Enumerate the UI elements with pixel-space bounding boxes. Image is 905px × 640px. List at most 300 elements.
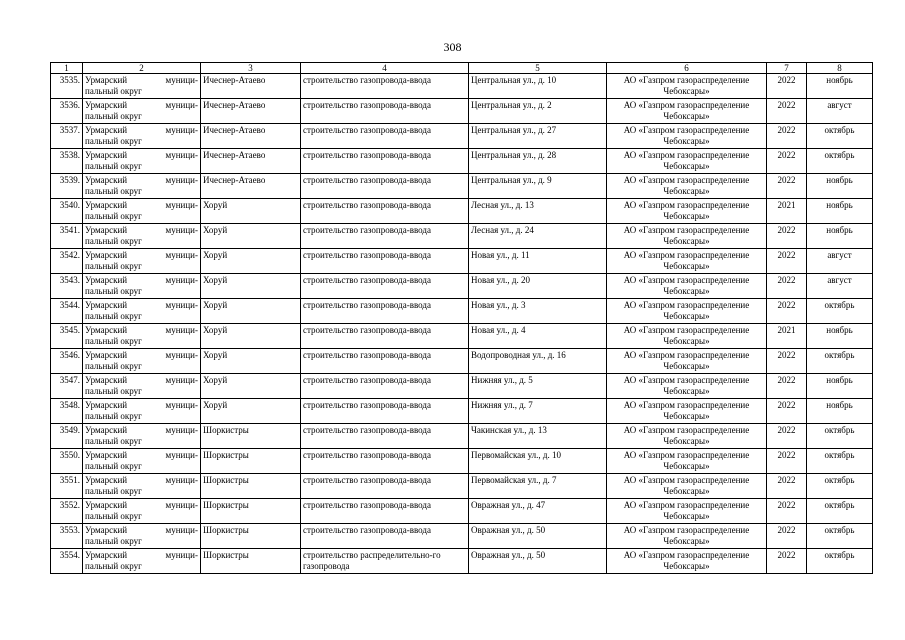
- municipality-line: [85, 250, 198, 261]
- municipality-type-rest: пальный округ: [85, 136, 142, 146]
- table-body: [51, 74, 873, 574]
- municipality-name: Урмарский: [85, 375, 128, 385]
- municipality-line: [85, 200, 198, 211]
- address-cell: Лесная ул., д. 13: [469, 199, 607, 224]
- month-cell: октябрь: [807, 424, 873, 449]
- municipality-type-part: муници-: [165, 475, 198, 485]
- address-cell: Овражная ул., д. 50: [469, 524, 607, 549]
- organization-line-1: АО «Газпром газораспределение: [623, 300, 750, 310]
- municipality-type-part: муници-: [165, 225, 198, 235]
- organization-line-1: АО «Газпром газораспределение: [623, 325, 750, 335]
- municipality-name: Урмарский: [85, 425, 128, 435]
- municipality-line: [85, 300, 198, 311]
- row-number: 3549.: [51, 424, 83, 449]
- municipality-cell: [83, 274, 201, 299]
- table-row: [51, 174, 873, 199]
- municipality-cell: [83, 349, 201, 374]
- municipality-type-rest: пальный округ: [85, 536, 142, 546]
- header-row: [51, 63, 873, 74]
- year-cell: 2022: [767, 374, 807, 399]
- municipality-type-part: муници-: [165, 200, 198, 210]
- year-cell: 2022: [767, 149, 807, 174]
- organization-cell: [607, 474, 767, 499]
- address-cell: Чакинская ул., д. 13: [469, 424, 607, 449]
- column-header: 7: [767, 63, 807, 74]
- organization-cell: [607, 124, 767, 149]
- settlement-cell: Хоруй: [201, 374, 301, 399]
- municipality-name: Урмарский: [85, 400, 128, 410]
- municipality-cell: [83, 249, 201, 274]
- municipality-type-part: муници-: [165, 250, 198, 260]
- table-row: [51, 224, 873, 249]
- municipality-line: [85, 375, 198, 386]
- work-type-cell: строительство газопровода-ввода: [301, 124, 469, 149]
- table-row: [51, 124, 873, 149]
- municipality-type-rest: пальный округ: [85, 411, 142, 421]
- municipality-name: Урмарский: [85, 250, 128, 260]
- municipality-line: [85, 525, 198, 536]
- organization-line-2: Чебоксары»: [663, 536, 710, 546]
- organization-line-1: АО «Газпром газораспределение: [623, 125, 750, 135]
- organization-line-2: Чебоксары»: [663, 361, 710, 371]
- organization-cell: [607, 374, 767, 399]
- year-cell: 2022: [767, 249, 807, 274]
- municipality-name: Урмарский: [85, 275, 128, 285]
- month-cell: ноябрь: [807, 199, 873, 224]
- organization-line-2: Чебоксары»: [663, 111, 710, 121]
- organization-line-2: Чебоксары»: [663, 336, 710, 346]
- month-cell: октябрь: [807, 449, 873, 474]
- month-cell: октябрь: [807, 474, 873, 499]
- municipality-name: Урмарский: [85, 450, 128, 460]
- municipality-name: Урмарский: [85, 175, 128, 185]
- settlement-cell: Хоруй: [201, 249, 301, 274]
- row-number: 3554.: [51, 549, 83, 574]
- row-number: 3537.: [51, 124, 83, 149]
- municipality-cell: [83, 474, 201, 499]
- row-number: 3539.: [51, 174, 83, 199]
- work-type-cell: строительство газопровода-ввода: [301, 474, 469, 499]
- work-type-cell: строительство газопровода-ввода: [301, 249, 469, 274]
- settlement-cell: Ичеснер-Атаево: [201, 124, 301, 149]
- organization-line-1: АО «Газпром газораспределение: [623, 475, 750, 485]
- municipality-type-rest: пальный округ: [85, 511, 142, 521]
- address-cell: Лесная ул., д. 24: [469, 224, 607, 249]
- organization-line-2: Чебоксары»: [663, 411, 710, 421]
- month-cell: октябрь: [807, 499, 873, 524]
- settlement-cell: Хоруй: [201, 324, 301, 349]
- month-cell: октябрь: [807, 349, 873, 374]
- organization-cell: [607, 149, 767, 174]
- municipality-type-part: муници-: [165, 525, 198, 535]
- organization-line-1: АО «Газпром газораспределение: [623, 375, 750, 385]
- municipality-cell: [83, 224, 201, 249]
- municipality-cell: [83, 399, 201, 424]
- works-table: [50, 62, 873, 574]
- month-cell: октябрь: [807, 524, 873, 549]
- row-number: 3538.: [51, 149, 83, 174]
- organization-line-2: Чебоксары»: [663, 86, 710, 96]
- organization-line-1: АО «Газпром газораспределение: [623, 425, 750, 435]
- organization-cell: [607, 199, 767, 224]
- year-cell: 2022: [767, 549, 807, 574]
- work-type-cell: строительство газопровода-ввода: [301, 374, 469, 399]
- year-cell: 2022: [767, 224, 807, 249]
- municipality-line: [85, 550, 198, 561]
- organization-cell: [607, 299, 767, 324]
- column-header: 6: [607, 63, 767, 74]
- year-cell: 2022: [767, 449, 807, 474]
- address-cell: Центральная ул., д. 2: [469, 99, 607, 124]
- organization-line-2: Чебоксары»: [663, 236, 710, 246]
- year-cell: 2022: [767, 74, 807, 99]
- row-number: 3545.: [51, 324, 83, 349]
- table-row: [51, 74, 873, 99]
- column-header: 8: [807, 63, 873, 74]
- table-row: [51, 249, 873, 274]
- organization-line-1: АО «Газпром газораспределение: [623, 500, 750, 510]
- year-cell: 2022: [767, 499, 807, 524]
- municipality-type-rest: пальный округ: [85, 361, 142, 371]
- table-row: [51, 524, 873, 549]
- municipality-cell: [83, 324, 201, 349]
- settlement-cell: Ичеснер-Атаево: [201, 99, 301, 124]
- organization-line-2: Чебоксары»: [663, 161, 710, 171]
- municipality-line: [85, 325, 198, 336]
- organization-line-2: Чебоксары»: [663, 311, 710, 321]
- municipality-name: Урмарский: [85, 75, 128, 85]
- municipality-line: [85, 175, 198, 186]
- column-header: 2: [83, 63, 201, 74]
- row-number: 3546.: [51, 349, 83, 374]
- municipality-line: [85, 450, 198, 461]
- month-cell: ноябрь: [807, 174, 873, 199]
- row-number: 3540.: [51, 199, 83, 224]
- year-cell: 2022: [767, 174, 807, 199]
- year-cell: 2022: [767, 524, 807, 549]
- table-row: [51, 449, 873, 474]
- settlement-cell: Ичеснер-Атаево: [201, 149, 301, 174]
- organization-line-2: Чебоксары»: [663, 186, 710, 196]
- column-header: 5: [469, 63, 607, 74]
- table-row: [51, 324, 873, 349]
- organization-line-1: АО «Газпром газораспределение: [623, 100, 750, 110]
- organization-line-1: АО «Газпром газораспределение: [623, 350, 750, 360]
- address-cell: Водопроводная ул., д. 16: [469, 349, 607, 374]
- organization-cell: [607, 524, 767, 549]
- municipality-name: Урмарский: [85, 500, 128, 510]
- municipality-cell: [83, 199, 201, 224]
- municipality-name: Урмарский: [85, 325, 128, 335]
- row-number: 3548.: [51, 399, 83, 424]
- municipality-cell: [83, 99, 201, 124]
- municipality-line: [85, 100, 198, 111]
- municipality-name: Урмарский: [85, 100, 128, 110]
- row-number: 3535.: [51, 74, 83, 99]
- table-row: [51, 399, 873, 424]
- row-number: 3551.: [51, 474, 83, 499]
- organization-line-1: АО «Газпром газораспределение: [623, 225, 750, 235]
- settlement-cell: Хоруй: [201, 199, 301, 224]
- year-cell: 2022: [767, 474, 807, 499]
- table-row: [51, 149, 873, 174]
- column-header: 3: [201, 63, 301, 74]
- organization-line-1: АО «Газпром газораспределение: [623, 75, 750, 85]
- table-row: [51, 99, 873, 124]
- settlement-cell: Ичеснер-Атаево: [201, 174, 301, 199]
- settlement-cell: Шоркистры: [201, 499, 301, 524]
- row-number: 3536.: [51, 99, 83, 124]
- year-cell: 2022: [767, 124, 807, 149]
- address-cell: Новая ул., д. 11: [469, 249, 607, 274]
- municipality-type-part: муници-: [165, 300, 198, 310]
- month-cell: август: [807, 274, 873, 299]
- municipality-cell: [83, 124, 201, 149]
- settlement-cell: Шоркистры: [201, 549, 301, 574]
- organization-line-2: Чебоксары»: [663, 461, 710, 471]
- settlement-cell: Хоруй: [201, 349, 301, 374]
- row-number: 3543.: [51, 274, 83, 299]
- page-number: 308: [443, 40, 462, 54]
- table-row: [51, 274, 873, 299]
- organization-line-2: Чебоксары»: [663, 386, 710, 396]
- municipality-name: Урмарский: [85, 475, 128, 485]
- row-number: 3547.: [51, 374, 83, 399]
- settlement-cell: Хоруй: [201, 224, 301, 249]
- organization-line-1: АО «Газпром газораспределение: [623, 400, 750, 410]
- organization-line-2: Чебоксары»: [663, 211, 710, 221]
- row-number: 3544.: [51, 299, 83, 324]
- address-cell: Новая ул., д. 4: [469, 324, 607, 349]
- settlement-cell: Хоруй: [201, 274, 301, 299]
- municipality-type-part: муници-: [165, 425, 198, 435]
- address-cell: Новая ул., д. 20: [469, 274, 607, 299]
- organization-line-2: Чебоксары»: [663, 486, 710, 496]
- settlement-cell: Шоркистры: [201, 524, 301, 549]
- work-type-cell: строительство газопровода-ввода: [301, 299, 469, 324]
- municipality-type-rest: пальный округ: [85, 486, 142, 496]
- organization-line-2: Чебоксары»: [663, 136, 710, 146]
- municipality-line: [85, 400, 198, 411]
- year-cell: 2022: [767, 399, 807, 424]
- municipality-cell: [83, 449, 201, 474]
- work-type-cell: строительство газопровода-ввода: [301, 349, 469, 374]
- municipality-name: Урмарский: [85, 200, 128, 210]
- organization-line-2: Чебоксары»: [663, 436, 710, 446]
- organization-line-1: АО «Газпром газораспределение: [623, 250, 750, 260]
- municipality-cell: [83, 549, 201, 574]
- organization-line-2: Чебоксары»: [663, 261, 710, 271]
- year-cell: 2021: [767, 199, 807, 224]
- address-cell: Центральная ул., д. 10: [469, 74, 607, 99]
- municipality-type-rest: пальный округ: [85, 211, 142, 221]
- municipality-type-rest: пальный округ: [85, 561, 142, 571]
- table-row: [51, 349, 873, 374]
- organization-cell: [607, 499, 767, 524]
- row-number: 3553.: [51, 524, 83, 549]
- month-cell: ноябрь: [807, 374, 873, 399]
- municipality-line: [85, 125, 198, 136]
- municipality-type-part: муници-: [165, 550, 198, 560]
- month-cell: ноябрь: [807, 224, 873, 249]
- municipality-type-rest: пальный округ: [85, 236, 142, 246]
- organization-cell: [607, 249, 767, 274]
- settlement-cell: Шоркистры: [201, 424, 301, 449]
- organization-line-1: АО «Газпром газораспределение: [623, 450, 750, 460]
- municipality-name: Урмарский: [85, 350, 128, 360]
- organization-cell: [607, 74, 767, 99]
- municipality-type-rest: пальный округ: [85, 436, 142, 446]
- settlement-cell: Хоруй: [201, 299, 301, 324]
- municipality-line: [85, 350, 198, 361]
- municipality-line: [85, 150, 198, 161]
- municipality-cell: [83, 74, 201, 99]
- year-cell: 2022: [767, 274, 807, 299]
- table-row: [51, 199, 873, 224]
- work-type-cell: строительство газопровода-ввода: [301, 174, 469, 199]
- organization-line-1: АО «Газпром газораспределение: [623, 550, 750, 560]
- work-type-cell: строительство газопровода-ввода: [301, 74, 469, 99]
- month-cell: октябрь: [807, 124, 873, 149]
- address-cell: Новая ул., д. 3: [469, 299, 607, 324]
- work-type-cell: строительство газопровода-ввода: [301, 399, 469, 424]
- organization-cell: [607, 274, 767, 299]
- year-cell: 2022: [767, 299, 807, 324]
- municipality-type-part: муници-: [165, 350, 198, 360]
- municipality-line: [85, 500, 198, 511]
- organization-cell: [607, 449, 767, 474]
- municipality-type-part: муници-: [165, 150, 198, 160]
- municipality-cell: [83, 424, 201, 449]
- work-type-cell: строительство газопровода-ввода: [301, 424, 469, 449]
- municipality-type-part: муници-: [165, 375, 198, 385]
- municipality-type-part: муници-: [165, 75, 198, 85]
- month-cell: август: [807, 249, 873, 274]
- work-type-cell: строительство газопровода-ввода: [301, 524, 469, 549]
- municipality-type-part: муници-: [165, 275, 198, 285]
- organization-cell: [607, 549, 767, 574]
- year-cell: 2022: [767, 349, 807, 374]
- municipality-type-part: муници-: [165, 325, 198, 335]
- row-number: 3550.: [51, 449, 83, 474]
- month-cell: ноябрь: [807, 399, 873, 424]
- organization-cell: [607, 349, 767, 374]
- month-cell: ноябрь: [807, 74, 873, 99]
- work-type-cell: строительство газопровода-ввода: [301, 499, 469, 524]
- year-cell: 2022: [767, 424, 807, 449]
- settlement-cell: Шоркистры: [201, 474, 301, 499]
- settlement-cell: Шоркистры: [201, 449, 301, 474]
- year-cell: 2021: [767, 324, 807, 349]
- month-cell: ноябрь: [807, 324, 873, 349]
- address-cell: Овражная ул., д. 47: [469, 499, 607, 524]
- organization-line-1: АО «Газпром газораспределение: [623, 150, 750, 160]
- organization-cell: [607, 224, 767, 249]
- organization-line-1: АО «Газпром газораспределение: [623, 175, 750, 185]
- settlement-cell: Ичеснер-Атаево: [201, 74, 301, 99]
- municipality-type-rest: пальный округ: [85, 461, 142, 471]
- table-row: [51, 424, 873, 449]
- municipality-name: Урмарский: [85, 525, 128, 535]
- organization-cell: [607, 424, 767, 449]
- work-type-cell: строительство газопровода-ввода: [301, 274, 469, 299]
- municipality-type-rest: пальный округ: [85, 336, 142, 346]
- municipality-type-rest: пальный округ: [85, 261, 142, 271]
- work-type-cell: строительство газопровода-ввода: [301, 449, 469, 474]
- municipality-name: Урмарский: [85, 550, 128, 560]
- municipality-line: [85, 225, 198, 236]
- municipality-type-part: муници-: [165, 100, 198, 110]
- municipality-type-part: муници-: [165, 500, 198, 510]
- address-cell: Овражная ул., д. 50: [469, 549, 607, 574]
- municipality-type-rest: пальный округ: [85, 311, 142, 321]
- municipality-type-part: муници-: [165, 400, 198, 410]
- municipality-name: Урмарский: [85, 225, 128, 235]
- organization-cell: [607, 99, 767, 124]
- settlement-cell: Хоруй: [201, 399, 301, 424]
- organization-cell: [607, 324, 767, 349]
- organization-line-2: Чебоксары»: [663, 511, 710, 521]
- work-type-cell: строительство газопровода-ввода: [301, 224, 469, 249]
- municipality-name: Урмарский: [85, 300, 128, 310]
- municipality-line: [85, 475, 198, 486]
- municipality-cell: [83, 524, 201, 549]
- month-cell: октябрь: [807, 149, 873, 174]
- municipality-type-part: муници-: [165, 175, 198, 185]
- row-number: 3542.: [51, 249, 83, 274]
- table-row: [51, 549, 873, 574]
- address-cell: Нижняя ул., д. 5: [469, 374, 607, 399]
- column-header: 4: [301, 63, 469, 74]
- municipality-cell: [83, 499, 201, 524]
- row-number: 3552.: [51, 499, 83, 524]
- municipality-cell: [83, 374, 201, 399]
- municipality-type-rest: пальный округ: [85, 161, 142, 171]
- organization-cell: [607, 174, 767, 199]
- municipality-type-part: муници-: [165, 450, 198, 460]
- table-row: [51, 474, 873, 499]
- municipality-name: Урмарский: [85, 125, 128, 135]
- municipality-name: Урмарский: [85, 150, 128, 160]
- organization-line-1: АО «Газпром газораспределение: [623, 525, 750, 535]
- organization-line-2: Чебоксары»: [663, 286, 710, 296]
- municipality-cell: [83, 149, 201, 174]
- table-row: [51, 374, 873, 399]
- address-cell: Центральная ул., д. 28: [469, 149, 607, 174]
- municipality-type-part: муници-: [165, 125, 198, 135]
- table-row: [51, 299, 873, 324]
- table-row: [51, 499, 873, 524]
- work-type-cell: строительство распределительно-го газопровода: [301, 549, 469, 574]
- municipality-type-rest: пальный округ: [85, 186, 142, 196]
- month-cell: октябрь: [807, 299, 873, 324]
- organization-line-1: АО «Газпром газораспределение: [623, 200, 750, 210]
- address-cell: Нижняя ул., д. 7: [469, 399, 607, 424]
- organization-line-1: АО «Газпром газораспределение: [623, 275, 750, 285]
- column-header: 1: [51, 63, 83, 74]
- municipality-type-rest: пальный округ: [85, 86, 142, 96]
- municipality-cell: [83, 299, 201, 324]
- municipality-type-rest: пальный округ: [85, 386, 142, 396]
- address-cell: Центральная ул., д. 9: [469, 174, 607, 199]
- organization-line-2: Чебоксары»: [663, 561, 710, 571]
- municipality-type-rest: пальный округ: [85, 286, 142, 296]
- year-cell: 2022: [767, 99, 807, 124]
- address-cell: Первомайская ул., д. 10: [469, 449, 607, 474]
- organization-cell: [607, 399, 767, 424]
- municipality-line: [85, 275, 198, 286]
- month-cell: август: [807, 99, 873, 124]
